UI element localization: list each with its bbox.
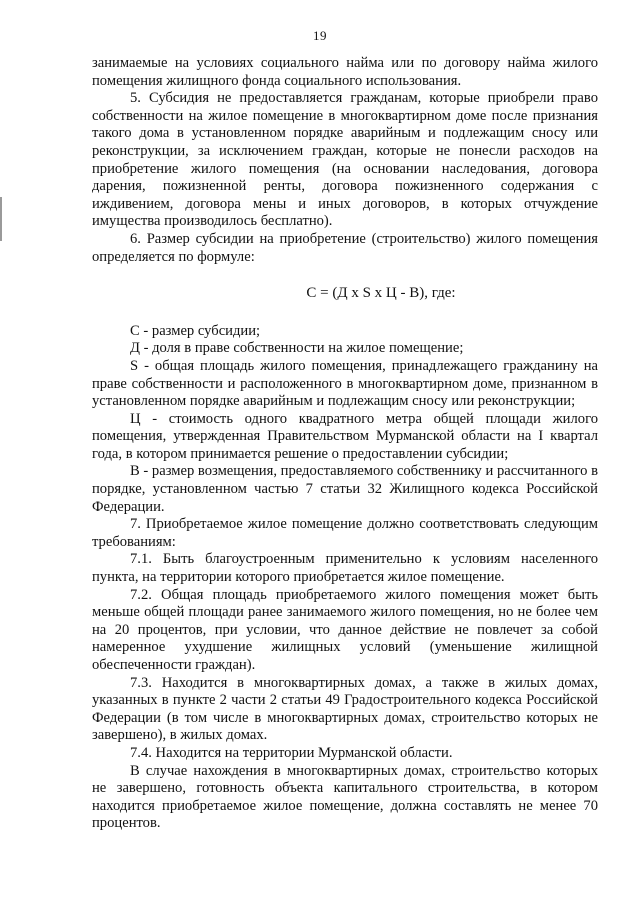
formula: С = (Д х S х Ц - В), где: [306,285,456,302]
document-body [92,55,598,833]
paragraph-continuation: занимаемые на условиях социального найма или по договору найма жилого помещения жилищного фонда социального использования. [92,55,598,89]
definition-s: S - общая площадь жилого помещения, принадлежащего гражданину на праве собственности и расположенного в многоквартирном доме, признанном в установленном порядке аварийным и подлежащим сносу или реконструкции; [92,357,598,410]
definition-ts: Ц - стоимость одного квадратного метра общей площади жилого помещения, утвержденная Правительством Мурманской области на I квартал года, в котором принимается решение о предоставлении субсидии; [92,410,598,462]
definition-v: В - размер возмещения, предоставляемого собственнику и рассчитанного в порядке, установленном частью 7 статьи 32 Жилищного кодекса Российской Федерации. [92,463,598,515]
paragraph-7: 7. Приобретаемое жилое помещение должно соответствовать следующим требованиям: [92,516,598,550]
definition-d: Д - доля в праве собственности на жилое помещение; [130,340,464,357]
formula-line [92,285,598,303]
paragraph-7-4-note: В случае нахождения в многоквартирных домах, строительство которых не завершено, готовность объекта капитального строительства, в котором находится приобретаемое жилое помещение, должна составлять не менее 70 процентов. [92,762,598,832]
scan-edge-mark [0,197,2,241]
paragraph-7-4: 7.4. Находится на территории Мурманской области. [130,744,453,761]
paragraph-7-1: 7.1. Быть благоустроенным применительно к условиям населенного пункта, на территории которого приобретается жилое помещение. [92,551,598,586]
paragraph-5: 5. Субсидия не предоставляется гражданам, которые приобрели право собственности на жилое помещение в многоквартирном доме после признания такого дома в установленном порядке аварийным и подлежащим сносу или реконструкции, за исключением граждан, которые не понесли расходов на приобретение жилого помещения (на основании наследования, договора дарения, пожизненной ренты, договора пожизненного содержания с иждивением, договора мены и иных договоров, в которых отчуждение имущества производилось бесплатно). [92,90,598,230]
paragraph-7-3: 7.3. Находится в многоквартирных домах, а также в жилых домах, указанных в пункте 2 части 2 статьи 49 Градостроительного кодекса Российской Федерации (в том числе в многоквартирных домах, строительство которых не завершено), в жилых домах. [92,674,598,744]
paragraph-6: 6. Размер субсидии на приобретение (строительство) жилого помещения определяется по формуле: [92,230,598,265]
page-number: 19 [313,28,327,43]
paragraph-7-2: 7.2. Общая площадь приобретаемого жилого помещения может быть меньше общей площади ранее занимаемого жилого помещения, но не более чем на 20 процентов, при условии, что данное действие не повлечет за собой намеренное ухудшение жилищных условий (уменьшение жилищной обеспеченности граждан). [92,586,598,673]
definition-c: С - размер субсидии; [130,322,261,339]
